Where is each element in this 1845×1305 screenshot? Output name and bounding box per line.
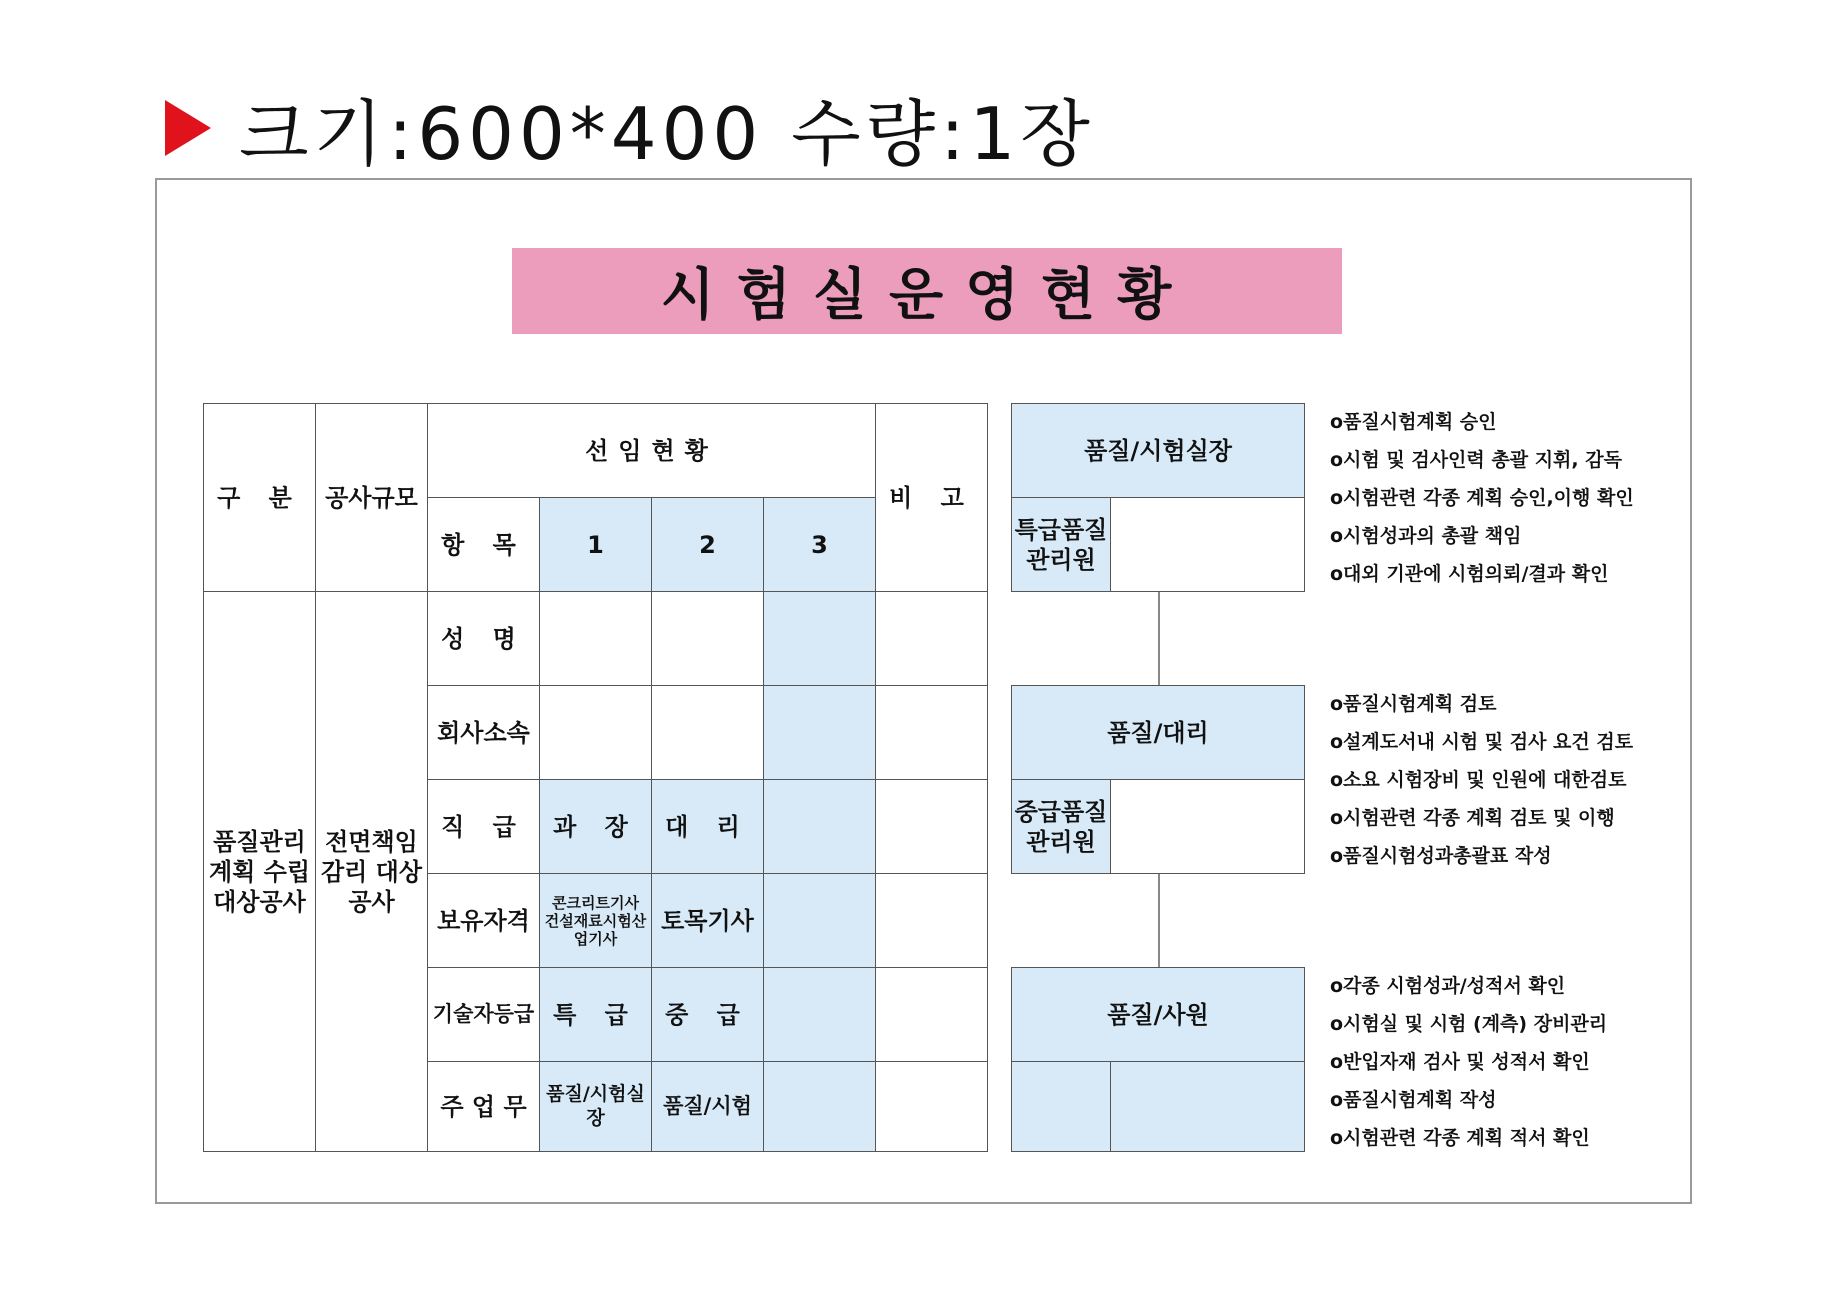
row-license-v2: 토목기사: [651, 873, 764, 968]
row-license-remark: [875, 873, 988, 968]
row-license-v3: [763, 873, 876, 968]
size-quantity-heading: 크기:600*400 수량:1장: [239, 92, 1095, 176]
row-label-license: 보유자격: [427, 873, 540, 968]
row-name-v3: [763, 591, 876, 686]
note-item: o각종 시험성과/성적서 확인: [1330, 975, 1566, 997]
row-name-remark: [875, 591, 988, 686]
row-rank-v1: 과 장: [539, 779, 652, 874]
org-notes-deputy: [1330, 685, 1633, 875]
row-company-remark: [875, 685, 988, 780]
board-title-bar: [512, 248, 1342, 334]
org-box-deputy-title: 품질/대리: [1011, 685, 1305, 780]
item-label: 항 목: [427, 497, 540, 592]
note-item: o반입자재 검사 및 성적서 확인: [1330, 1051, 1590, 1073]
col-remark-header: 비 고: [875, 403, 988, 592]
row-grade-v2: 중 급: [651, 967, 764, 1062]
col-scale-header: 공사규모: [315, 403, 428, 592]
scale-value: 전면책임감리 대상공사: [315, 591, 428, 1152]
org-box-deputy-blank: [1110, 779, 1305, 874]
row-company-v1: [539, 685, 652, 780]
row-name-v1: [539, 591, 652, 686]
note-item: o시험실 및 시험 (계측) 장비관리: [1330, 1013, 1608, 1035]
note-item: o대외 기관에 시험의뢰/결과 확인: [1330, 563, 1609, 585]
org-box-chief-blank: [1110, 497, 1305, 592]
page-header: [165, 88, 1095, 176]
note-item: o시험관련 각종 계획 적서 확인: [1330, 1127, 1590, 1149]
row-grade-v3: [763, 967, 876, 1062]
board-title: 시험실운영현황: [660, 263, 1194, 328]
org-box-staff-blank: [1110, 1061, 1305, 1152]
row-rank-v2: 대 리: [651, 779, 764, 874]
org-notes-chief: [1330, 403, 1634, 593]
note-item: o시험관련 각종 계획 검토 및 이행: [1330, 807, 1615, 829]
note-item: o소요 시험장비 및 인원에 대한검토: [1330, 769, 1627, 791]
row-license-v1: 콘크리트기사 건설재료시험산업기사: [539, 873, 652, 968]
row-duty-v3: [763, 1061, 876, 1152]
org-box-chief-sub: 특급품질 관리원: [1011, 497, 1111, 592]
row-label-name: 성 명: [427, 591, 540, 686]
org-connector-2: [1158, 874, 1160, 967]
note-item: o품질시험계획 승인: [1330, 411, 1497, 433]
row-label-company: 회사소속: [427, 685, 540, 780]
org-box-staff-sub: [1011, 1061, 1111, 1152]
org-box-chief-title: 품질/시험실장: [1011, 403, 1305, 498]
triangle-marker-icon: [165, 100, 211, 156]
col-2-header: 2: [651, 497, 764, 592]
note-item: o시험 및 검사인력 총괄 지휘, 감독: [1330, 449, 1622, 471]
row-label-duty: 주 업 무: [427, 1061, 540, 1152]
note-item: o시험관련 각종 계획 승인,이행 확인: [1330, 487, 1634, 509]
row-name-v2: [651, 591, 764, 686]
row-company-v3: [763, 685, 876, 780]
org-connector-1: [1158, 592, 1160, 685]
col-appoint-header: 선임현황: [427, 403, 876, 498]
row-grade-remark: [875, 967, 988, 1062]
note-item: o설계도서내 시험 및 검사 요건 검토: [1330, 731, 1634, 753]
col-3-header: 3: [763, 497, 876, 592]
note-item: o품질시험계획 작성: [1330, 1089, 1497, 1111]
col-gubun-header: 구 분: [203, 403, 316, 592]
row-duty-remark: [875, 1061, 988, 1152]
row-label-rank: 직 급: [427, 779, 540, 874]
gubun-value: 품질관리계획 수립대상공사: [203, 591, 316, 1152]
note-item: o시험성과의 총괄 책임: [1330, 525, 1522, 547]
row-grade-v1: 특 급: [539, 967, 652, 1062]
col-1-header: 1: [539, 497, 652, 592]
org-notes-staff: [1330, 967, 1607, 1157]
row-rank-v3: [763, 779, 876, 874]
row-company-v2: [651, 685, 764, 780]
row-duty-v1: 품질/시험실장: [539, 1061, 652, 1152]
row-duty-v2: 품질/시험: [651, 1061, 764, 1152]
row-label-grade: 기술자등급: [427, 967, 540, 1062]
note-item: o품질시험계획 검토: [1330, 693, 1497, 715]
org-box-staff-title: 품질/사원: [1011, 967, 1305, 1062]
row-rank-remark: [875, 779, 988, 874]
note-item: o품질시험성과총괄표 작성: [1330, 845, 1552, 867]
org-box-deputy-sub: 중급품질 관리원: [1011, 779, 1111, 874]
